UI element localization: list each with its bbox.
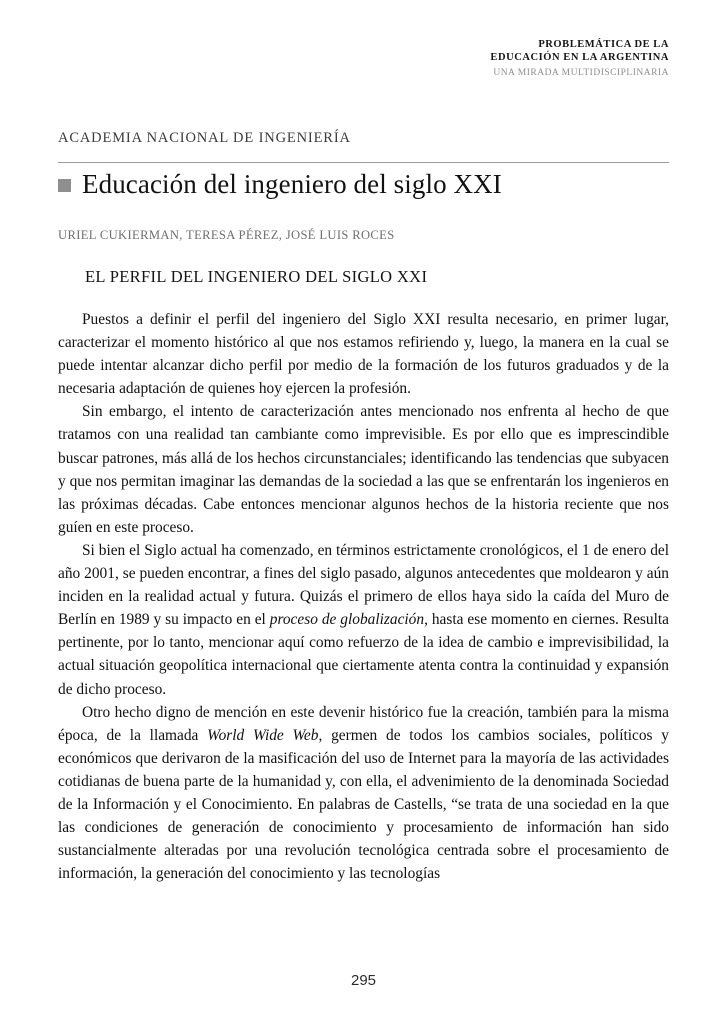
page-title [58,169,673,200]
paragraph-2: Sin embargo, el intento de caracterización antes mencionado nos enfrenta al hecho de que tratamos con una realidad tan cambiante como imprevisible. Es por ello que es imprescindible buscar patrones, más allá de los hechos circunstanciales; identificando las tendencias que subyacen y que nos permitan imaginar las demandas de la sociedad a las que se enfrentarán los ingenieros en las próximas décadas. Cabe entonces mencionar algunos hechos de la historia reciente que nos guíen en este proceso. [58,403,669,536]
paragraph-3-part-a: Si bien el Siglo actual ha comenzado, en términos estrictamente cronológicos, el 1 de enero del año 2001, se pueden encontrar, a fines del siglo pasado, algunos antecedentes que moldearon y aún inciden en la realidad actual y futura. Quizás el primero de ellos haya sido la caída del Muro de Berlín en 1989 y su impacto en el [58,541,669,629]
running-head-line-2: EDUCACIÓN EN LA ARGENTINA [490,52,669,64]
paragraph-4-part-a: Otro hecho digno de mención en este devenir histórico fue la creación, también para la misma época, de la llamada [58,703,669,744]
body-text [58,308,669,885]
running-head-subtitle: UNA MIRADA MULTIDISCIPLINARIA [493,67,669,78]
paragraph-3-emphasis: proceso de globalización [269,611,425,629]
paragraph-4-part-b: , germen de todos los cambios sociales, políticos y económicos que derivaron de la masificación del uso de Internet para la mayoría de las actividades cotidianas de buena parte de la humanidad y, con ella, el advenimiento de la denominada Sociedad de la Información y el Conocimiento. En palabras de Castells, “se trata de una sociedad en la que las condiciones de generación de conocimiento y procesamiento de información han sido sustancialmente alteradas por una revolución tecnológica centrada sobre el procesamiento de información, la generación del conocimiento y las tecnologías [58,726,670,883]
square-bullet-icon [58,179,71,192]
running-head [249,38,669,79]
article-authors: URIEL CUKIERMAN, TERESA PÉREZ, JOSÉ LUIS ROCES [58,228,395,242]
paragraph-3 [58,539,669,701]
paragraph-1: Puestos a definir el perfil del ingeniero del Siglo XXI resulta necesario, en primer lugar, caracterizar el momento histórico al que nos estamos refiriendo y, luego, la manera en la cual se puede intentar alcanzar dicho perfil por medio de la formación de los futuros graduados y de la necesaria adaptación de quienes hoy ejercen la profesión. [58,311,669,398]
section-heading: EL PERFIL DEL INGENIERO DEL SIGLO XXI [85,267,428,286]
paragraph-4-emphasis: World Wide Web [207,726,319,744]
paragraph-4 [58,701,669,886]
running-head-line-1: PROBLEMÁTICA DE LA [538,39,669,50]
page-number: 295 [350,972,377,989]
article-title-text: Educación del ingeniero del siglo XXI [82,169,502,199]
title-divider [58,162,669,163]
paragraph-3-part-b: , hasta ese momento en ciernes. Resulta pertinente, por lo tanto, mencionar aquí como refuerzo de la idea de cambio e imprevisibilidad, la actual situación geopolítica internacional que ciertamente atenta contra la continuidad y expansión de dicho proceso. [58,611,669,698]
academy-name: ACADEMIA NACIONAL DE INGENIERÍA [58,130,351,146]
